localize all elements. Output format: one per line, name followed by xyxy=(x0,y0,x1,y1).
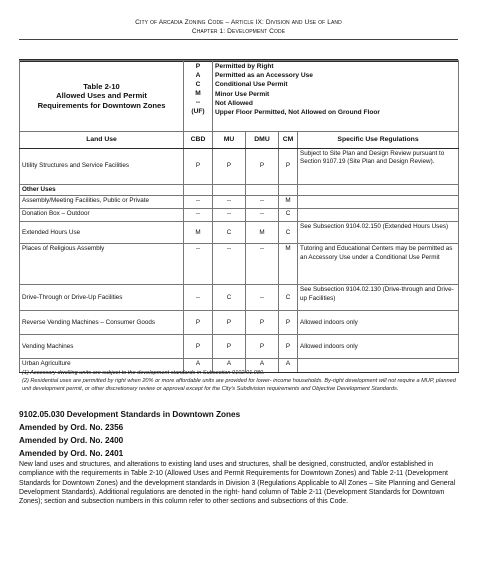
allowed-uses-table xyxy=(19,60,459,373)
amendment-3: Amended by Ord. No. 2401 xyxy=(19,449,124,458)
col-cm: CM xyxy=(279,132,298,149)
table-row: Drive-Through or Drive-Up Facilities -- C -- C See Subsection 9104.02.130 (Drive-through and Drive-up Facilities) xyxy=(20,285,459,311)
legend-codes: P A C M -- (UF) xyxy=(184,61,213,132)
table-section-row: Other Uses xyxy=(20,185,459,196)
table-row: Assembly/Meeting Facilities, Public or Private -- -- -- M xyxy=(20,196,459,209)
table-row: Urban Agriculture A A A A xyxy=(20,359,459,373)
table-title: Table 2-10 Allowed Uses and Permit Requirements for Downtown Zones xyxy=(20,61,184,132)
table-row: Places of Religious Assembly -- -- -- M Tutoring and Educational Centers may be permitted as an Accessory Use under a Conditional Use Permit xyxy=(20,244,459,285)
table-row: Vending Machines P P P P Allowed indoors only xyxy=(20,335,459,359)
footnote-1: (1) Accessory dwelling units are subject to the development standards in Subsection 9102.01.080. xyxy=(22,370,265,376)
col-land-use: Land Use xyxy=(20,132,184,149)
table-title-row xyxy=(20,61,459,132)
legend-definitions: Permitted by Right Permitted as an Accessory Use Conditional Use Permit Minor Use Permit Not Allowed Upper Floor Permitted, Not Allowed on Ground Floor xyxy=(213,61,459,132)
header-line-1: City of Arcadia Zoning Code – Article IX: Division and Use of Land xyxy=(135,19,342,26)
footnote-2: (2) Residential uses are permitted by right when 20% or more affordable units are provided for lower- income households. By-right development will not require a MUP, planned unit development permit, or other discretionary review or approval except for the City's Subdivision requirements and Objective Development Standards. xyxy=(22,378,456,392)
amendment-2: Amended by Ord. No. 2400 xyxy=(19,436,124,445)
header-rule xyxy=(19,39,458,40)
col-mu: MU xyxy=(213,132,246,149)
table-row: Utility Structures and Service Facilities P P P P Subject to Site Plan and Design Review pursuant to Section 9107.19 (Site Plan and Design Review). xyxy=(20,149,459,185)
column-header-row xyxy=(20,132,459,149)
header-line-2: Chapter 1: Development Code xyxy=(191,28,286,35)
page-header xyxy=(0,18,477,36)
col-dmu: DMU xyxy=(246,132,279,149)
col-cbd: CBD xyxy=(184,132,213,149)
section-body: New land uses and structures, and alterations to existing land uses and structures, shall be designed, constructed, and/or established in compliance with the requirements in Table 2-10 (Allowed Uses and Permit Requirements for Downtown Zones) and Table 2-11 (Development Standards for Downtown Zones) and the development standards in Division 3 (Regulations Applicable to All Zones – Site Planning and General Development Standards). Additional regulations are denoted in the right- hand column of Table 2-11 (Development Standards for Downtown Zones); section and subsection numbers in this column refer to other sections and subsections of this Code. xyxy=(19,461,456,506)
table-row: Reverse Vending Machines – Consumer Goods P P P P Allowed indoors only xyxy=(20,311,459,335)
col-regulations: Specific Use Regulations xyxy=(298,132,459,149)
table-row: Donation Box – Outdoor -- -- -- C xyxy=(20,209,459,222)
amendment-1: Amended by Ord. No. 2356 xyxy=(19,423,124,432)
section-heading: 9102.05.030 Development Standards in Downtown Zones xyxy=(19,410,241,419)
table-row: Extended Hours Use M C M C See Subsection 9104.02.150 (Extended Hours Uses) xyxy=(20,222,459,244)
